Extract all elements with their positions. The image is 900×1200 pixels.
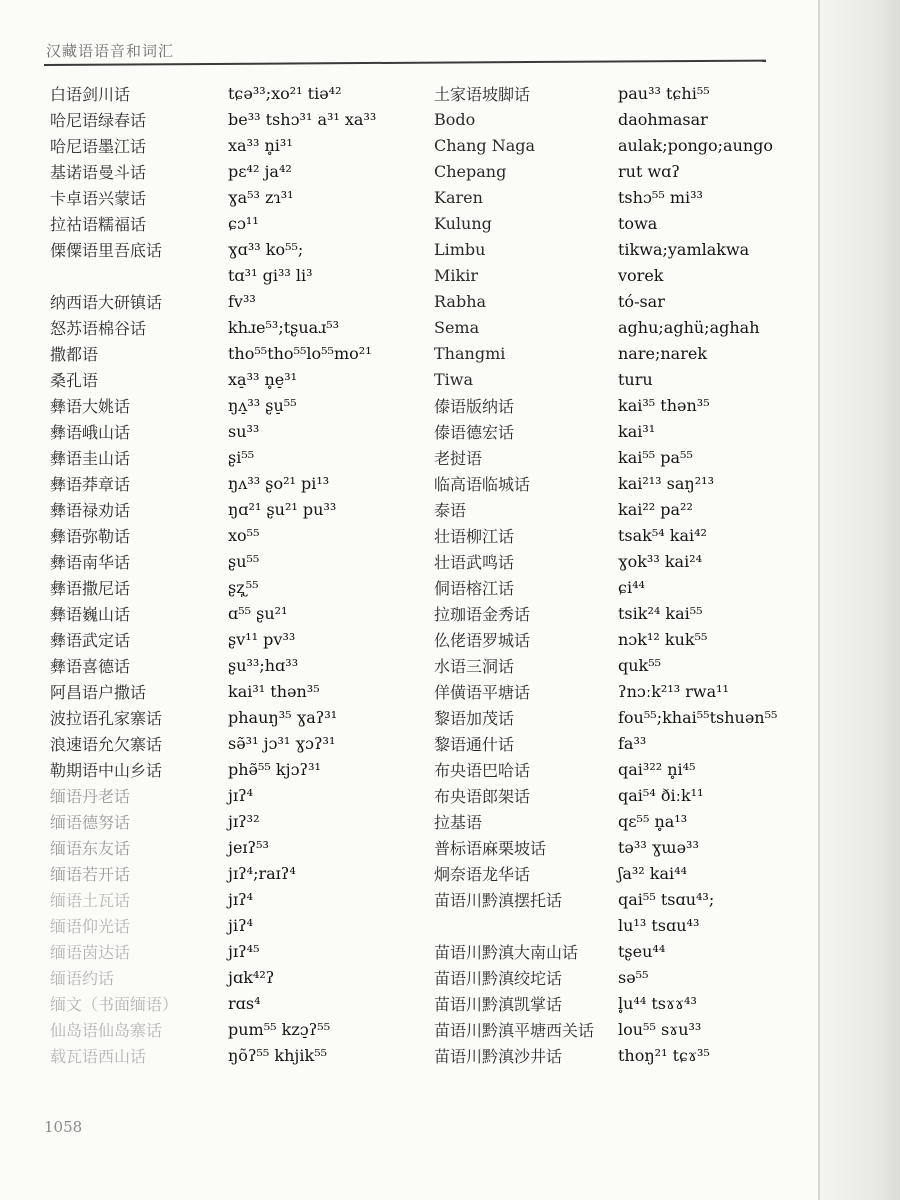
- word-form: aulak;pongo;aungo: [618, 135, 774, 155]
- word-form: ɣa⁵³ zɿ³¹: [228, 187, 294, 207]
- entry-row: [434, 418, 777, 444]
- language-name: 水语三洞话: [434, 656, 515, 676]
- entry-row: [434, 496, 777, 522]
- entry-row: [50, 938, 376, 964]
- entry-row: [434, 236, 777, 262]
- word-form: jiʔ⁴: [228, 915, 254, 935]
- word-form: kai⁵⁵ pa⁵⁵: [618, 447, 693, 467]
- language-name: 缅语茵达话: [50, 942, 131, 962]
- language-name: 纳西语大研镇话: [50, 292, 163, 312]
- entry-row: [50, 808, 376, 834]
- entry-row: [434, 548, 777, 574]
- entry-row: [434, 470, 777, 496]
- entry-row: [434, 262, 777, 288]
- language-name: 普标语麻栗坡话: [434, 838, 547, 858]
- language-name: 壮语柳江话: [434, 526, 515, 546]
- entry-row: [434, 730, 777, 756]
- word-form: tɕə³³;xo²¹ tiə⁴²: [228, 83, 342, 103]
- language-name: Sema: [434, 317, 480, 337]
- word-form: ɕi⁴⁴: [618, 577, 645, 597]
- language-name: 桑孔语: [50, 370, 99, 390]
- word-form: sə⁵⁵: [618, 967, 649, 987]
- word-form: quk⁵⁵: [618, 655, 662, 675]
- word-form: lou⁵⁵ sɤu³³: [618, 1019, 702, 1039]
- language-name: 苗语川黔滇沙井话: [434, 1046, 563, 1066]
- language-name: 傣语德宏话: [434, 422, 515, 442]
- language-name: 彝语大姚话: [50, 396, 131, 416]
- word-form: tsik²⁴ kai⁵⁵: [618, 603, 703, 623]
- language-name: 撒都语: [50, 344, 99, 364]
- word-form: tsak⁵⁴ kai⁴²: [618, 525, 707, 545]
- language-name: 老挝语: [434, 448, 483, 468]
- language-name: Bodo: [434, 109, 476, 129]
- language-name: 哈尼语墨江话: [50, 136, 147, 156]
- language-name: Kulung: [434, 213, 492, 233]
- word-form: xa³³ n̥i³¹: [228, 135, 293, 155]
- entry-row: [50, 1016, 376, 1042]
- language-name: 哈尼语绿春话: [50, 110, 147, 130]
- language-name: 苗语川黔滇平塘西关话: [434, 1020, 595, 1040]
- running-head: 汉藏语语音和词汇: [46, 42, 175, 60]
- entry-row: [434, 574, 777, 600]
- language-name: 彝语峨山话: [50, 422, 131, 442]
- language-name: 临高语临城话: [434, 474, 531, 494]
- page-gutter-shadow: [820, 0, 900, 1200]
- word-form: tho⁵⁵tho⁵⁵lo⁵⁵mo²¹: [228, 343, 372, 363]
- language-name: 布央语郎架话: [434, 786, 531, 806]
- entry-row: [50, 600, 376, 626]
- word-form: qai⁵⁴ ðiːk¹¹: [618, 785, 704, 805]
- entry-row: [434, 132, 777, 158]
- language-name: Rabha: [434, 291, 487, 311]
- entry-row: [434, 1016, 777, 1042]
- language-name: 炯奈语龙华话: [434, 864, 531, 884]
- entry-row: [50, 990, 376, 1016]
- language-name: 黎语加茂话: [434, 708, 515, 728]
- entry-row: [50, 548, 376, 574]
- language-name: 傈僳语里吾底话: [50, 240, 163, 260]
- word-form: phə̃⁵⁵ kjɔʔ³¹: [228, 759, 321, 779]
- language-name: Mikir: [434, 265, 478, 285]
- language-name: 土家语坡脚话: [434, 84, 531, 104]
- language-name: 彝语圭山话: [50, 448, 131, 468]
- language-name: 彝语弥勒话: [50, 526, 131, 546]
- entry-row: [50, 574, 376, 600]
- word-form: qɛ⁵⁵ n̥a¹³: [618, 811, 688, 831]
- word-form: rut wɑʔ: [618, 161, 680, 181]
- word-form: jɪʔ⁴⁵: [228, 941, 260, 961]
- entry-row: [50, 314, 376, 340]
- entry-row: [434, 288, 777, 314]
- language-name: 缅语东友话: [50, 838, 131, 858]
- word-form: ʂv¹¹ pv³³: [228, 629, 296, 649]
- word-form: lu¹³ tsɑu⁴³: [618, 915, 700, 935]
- page-number: 1058: [44, 1118, 83, 1136]
- language-name: 浪速语允欠寨话: [50, 734, 163, 754]
- entry-row: [50, 80, 376, 106]
- language-name: 基诺语曼斗话: [50, 162, 147, 182]
- entry-row: [434, 1042, 777, 1068]
- entry-row: [434, 600, 777, 626]
- language-name: 彝语莽章话: [50, 474, 131, 494]
- word-form: tó-sar: [618, 291, 665, 311]
- word-form: tə³³ ɣɯə³³: [618, 837, 699, 857]
- word-form: kai²² pa²²: [618, 499, 693, 519]
- word-form: qai³²² n̥i⁴⁵: [618, 759, 696, 779]
- language-name: 苗语川黔滇绞坨话: [434, 968, 563, 988]
- language-name: 彝语禄劝话: [50, 500, 131, 520]
- word-form: ʃa³² kai⁴⁴: [618, 863, 687, 883]
- word-form: tikwa;yamlakwa: [618, 239, 750, 259]
- language-name: 拉基语: [434, 812, 483, 832]
- language-name: 傣语版纳话: [434, 396, 515, 416]
- word-form: jɪʔ³²: [228, 811, 260, 831]
- entry-row: [434, 392, 777, 418]
- entry-row: [50, 366, 376, 392]
- word-form: thoŋ²¹ tɕɤ³⁵: [618, 1045, 710, 1065]
- word-form: ʂi⁵⁵: [228, 447, 255, 467]
- word-form: ʂu³³;hɑ³³: [228, 655, 299, 675]
- entry-row: [50, 444, 376, 470]
- entry-row: [50, 730, 376, 756]
- entry-row: [434, 340, 777, 366]
- entry-row: [50, 236, 376, 262]
- language-name: 壮语武鸣话: [434, 552, 515, 572]
- word-form: ŋõʔ⁵⁵ khjik⁵⁵: [228, 1045, 328, 1065]
- entry-row: [434, 886, 777, 912]
- word-form: fa³³: [618, 733, 647, 753]
- language-name: Limbu: [434, 239, 486, 259]
- entry-row: [50, 652, 376, 678]
- entry-row: [50, 470, 376, 496]
- word-form: nare;narek: [618, 343, 708, 363]
- language-name: 卡卓语兴蒙话: [50, 188, 147, 208]
- language-name: 布央语巴哈话: [434, 760, 531, 780]
- right-column: [434, 80, 777, 1068]
- entry-row: [434, 704, 777, 730]
- entry-row: [50, 912, 376, 938]
- word-form: l̥u⁴⁴ tsɤɤ⁴³: [618, 993, 697, 1013]
- word-form: pau³³ tɕhi⁵⁵: [618, 83, 710, 103]
- entry-row: [50, 678, 376, 704]
- language-name: 侗语榕江话: [434, 578, 515, 598]
- language-name: 仙岛语仙岛寨话: [50, 1020, 163, 1040]
- language-name: Tiwa: [434, 369, 474, 389]
- word-form: pum⁵⁵ kzɔ̠ʔ⁵⁵: [228, 1019, 331, 1039]
- word-form: nɔk¹² kuk⁵⁵: [618, 629, 708, 649]
- word-form: jɪʔ⁴: [228, 889, 254, 909]
- entry-row: [50, 158, 376, 184]
- word-form: khɹe⁵³;tʂuaɹ⁵³: [228, 317, 340, 337]
- word-form: ɑ⁵⁵ ʂu²¹: [228, 603, 288, 623]
- entry-row: [50, 522, 376, 548]
- word-form: kai³¹: [618, 421, 656, 441]
- entry-row: [434, 106, 777, 132]
- language-name: 波拉语孔家寨话: [50, 708, 163, 728]
- entry-row: [50, 340, 376, 366]
- entry-row: [434, 834, 777, 860]
- word-form: kai³⁵ thən³⁵: [618, 395, 710, 415]
- language-name: 缅语约话: [50, 968, 115, 988]
- word-form: ʂu⁵⁵: [228, 551, 260, 571]
- page-edge: [818, 0, 820, 1200]
- language-name: 仫佬语罗城话: [434, 630, 531, 650]
- word-form: ʂʐ̩⁵⁵: [228, 577, 259, 597]
- entry-row: [50, 860, 376, 886]
- language-name: Chepang: [434, 161, 507, 181]
- language-name: Thangmi: [434, 343, 506, 363]
- entry-row: [50, 392, 376, 418]
- word-form: rɑs⁴: [228, 993, 261, 1013]
- word-form: be³³ tshɔ³¹ a³¹ xa³³: [228, 109, 377, 129]
- word-form: xa̠³³ n̥e̠³¹: [228, 369, 298, 389]
- entry-row: [434, 626, 777, 652]
- entry-row: [50, 626, 376, 652]
- entry-row: [434, 990, 777, 1016]
- word-form: jɪʔ⁴: [228, 785, 254, 805]
- entry-row: [434, 964, 777, 990]
- entry-row: [50, 106, 376, 132]
- word-form: ɕɔ¹¹: [228, 213, 259, 233]
- word-form: tɑ³¹ gi³³ li³: [228, 265, 313, 285]
- word-form: ʔnɔːk²¹³ rwa¹¹: [618, 681, 729, 701]
- language-name: 黎语通什话: [434, 734, 515, 754]
- entry-row: [434, 522, 777, 548]
- language-name: 阿昌语户撒话: [50, 682, 147, 702]
- entry-row: [50, 288, 376, 314]
- entry-row: [434, 158, 777, 184]
- word-form: ŋʌ³³ ʂo²¹ pi¹³: [228, 473, 330, 493]
- language-name: 彝语撒尼话: [50, 578, 131, 598]
- entry-row: [434, 808, 777, 834]
- word-form: ɣok³³ kai²⁴: [618, 551, 703, 571]
- language-name: 勒期语中山乡话: [50, 760, 163, 780]
- word-form: ŋʌ̠³³ ʂu̠⁵⁵: [228, 395, 297, 415]
- language-name: Chang Naga: [434, 135, 536, 155]
- language-name: 缅语丹老话: [50, 786, 131, 806]
- entry-row: [434, 782, 777, 808]
- language-name: 彝语南华话: [50, 552, 131, 572]
- entry-row: [50, 704, 376, 730]
- language-name: 佯僙语平塘话: [434, 682, 531, 702]
- word-form: vorek: [618, 265, 664, 285]
- language-name: 彝语巍山话: [50, 604, 131, 624]
- entry-row: [50, 496, 376, 522]
- word-form: jɪʔ⁴;raɪʔ⁴: [228, 863, 296, 883]
- language-name: 载瓦语西山话: [50, 1046, 147, 1066]
- language-name: 白语剑川话: [50, 84, 131, 104]
- word-form: tshɔ⁵⁵ mi³³: [618, 187, 703, 207]
- language-name: 拉珈语金秀话: [434, 604, 531, 624]
- language-name: 缅语若开话: [50, 864, 131, 884]
- word-form: fv³³: [228, 291, 256, 311]
- entry-row: [50, 210, 376, 236]
- entry-row: [434, 80, 777, 106]
- entry-row: [50, 834, 376, 860]
- entry-row: [50, 184, 376, 210]
- word-form: aghu;aghü;aghah: [618, 317, 760, 337]
- entry-row: [50, 782, 376, 808]
- entry-row: [434, 444, 777, 470]
- entry-row: [434, 678, 777, 704]
- language-name: 彝语武定话: [50, 630, 131, 650]
- left-column: [50, 80, 376, 1068]
- word-form: pɛ⁴² ja⁴²: [228, 161, 292, 181]
- entry-row: [434, 366, 777, 392]
- word-form: sə̃³¹ jɔ³¹ ɣɔʔ³¹: [228, 733, 336, 753]
- entry-row: [434, 314, 777, 340]
- language-name: Karen: [434, 187, 483, 207]
- word-form: su³³: [228, 421, 260, 441]
- language-name: 苗语川黔滇凯掌话: [434, 994, 563, 1014]
- word-form: kai²¹³ saŋ²¹³: [618, 473, 714, 493]
- entry-row: [434, 184, 777, 210]
- entry-row: [434, 210, 777, 236]
- word-form: ɣɑ³³ ko⁵⁵;: [228, 239, 304, 259]
- word-form: jeɪʔ⁵³: [228, 837, 269, 857]
- entry-row: [50, 262, 376, 288]
- entry-row: [434, 756, 777, 782]
- language-name: 怒苏语棉谷话: [50, 318, 147, 338]
- entry-row: [50, 886, 376, 912]
- language-name: 苗语川黔滇摆托话: [434, 890, 563, 910]
- language-name: 拉祜语糯福话: [50, 214, 147, 234]
- language-name: 彝语喜德话: [50, 656, 131, 676]
- entry-row: [434, 938, 777, 964]
- word-form: jɑk⁴²ʔ: [228, 967, 275, 987]
- word-form: towa: [618, 213, 658, 233]
- entry-row: [434, 912, 777, 938]
- entry-row: [434, 652, 777, 678]
- entry-row: [50, 418, 376, 444]
- word-form: qai⁵⁵ tsɑu⁴³;: [618, 889, 715, 909]
- language-name: 苗语川黔滇大南山话: [434, 942, 579, 962]
- word-form: fou⁵⁵;khai⁵⁵tshuən⁵⁵: [618, 707, 778, 727]
- language-name: 缅语土瓦话: [50, 890, 131, 910]
- word-form: tʂeu⁴⁴: [618, 941, 666, 961]
- language-name: 缅文（书面缅语）: [50, 994, 179, 1014]
- language-name: 缅语仰光话: [50, 916, 131, 936]
- entry-row: [50, 132, 376, 158]
- word-form: ŋɑ²¹ ʂu²¹ pu³³: [228, 499, 337, 519]
- language-name: 泰语: [434, 500, 467, 520]
- word-form: kai³¹ thən³⁵: [228, 681, 320, 701]
- word-form: turu: [618, 369, 653, 389]
- entry-row: [434, 860, 777, 886]
- entry-row: [50, 964, 376, 990]
- word-form: xo⁵⁵: [228, 525, 260, 545]
- entry-row: [50, 1042, 376, 1068]
- language-name: 缅语德努话: [50, 812, 131, 832]
- entry-row: [50, 756, 376, 782]
- word-form: daohmasar: [618, 109, 708, 129]
- word-form: phauŋ³⁵ ɣaʔ³¹: [228, 707, 338, 727]
